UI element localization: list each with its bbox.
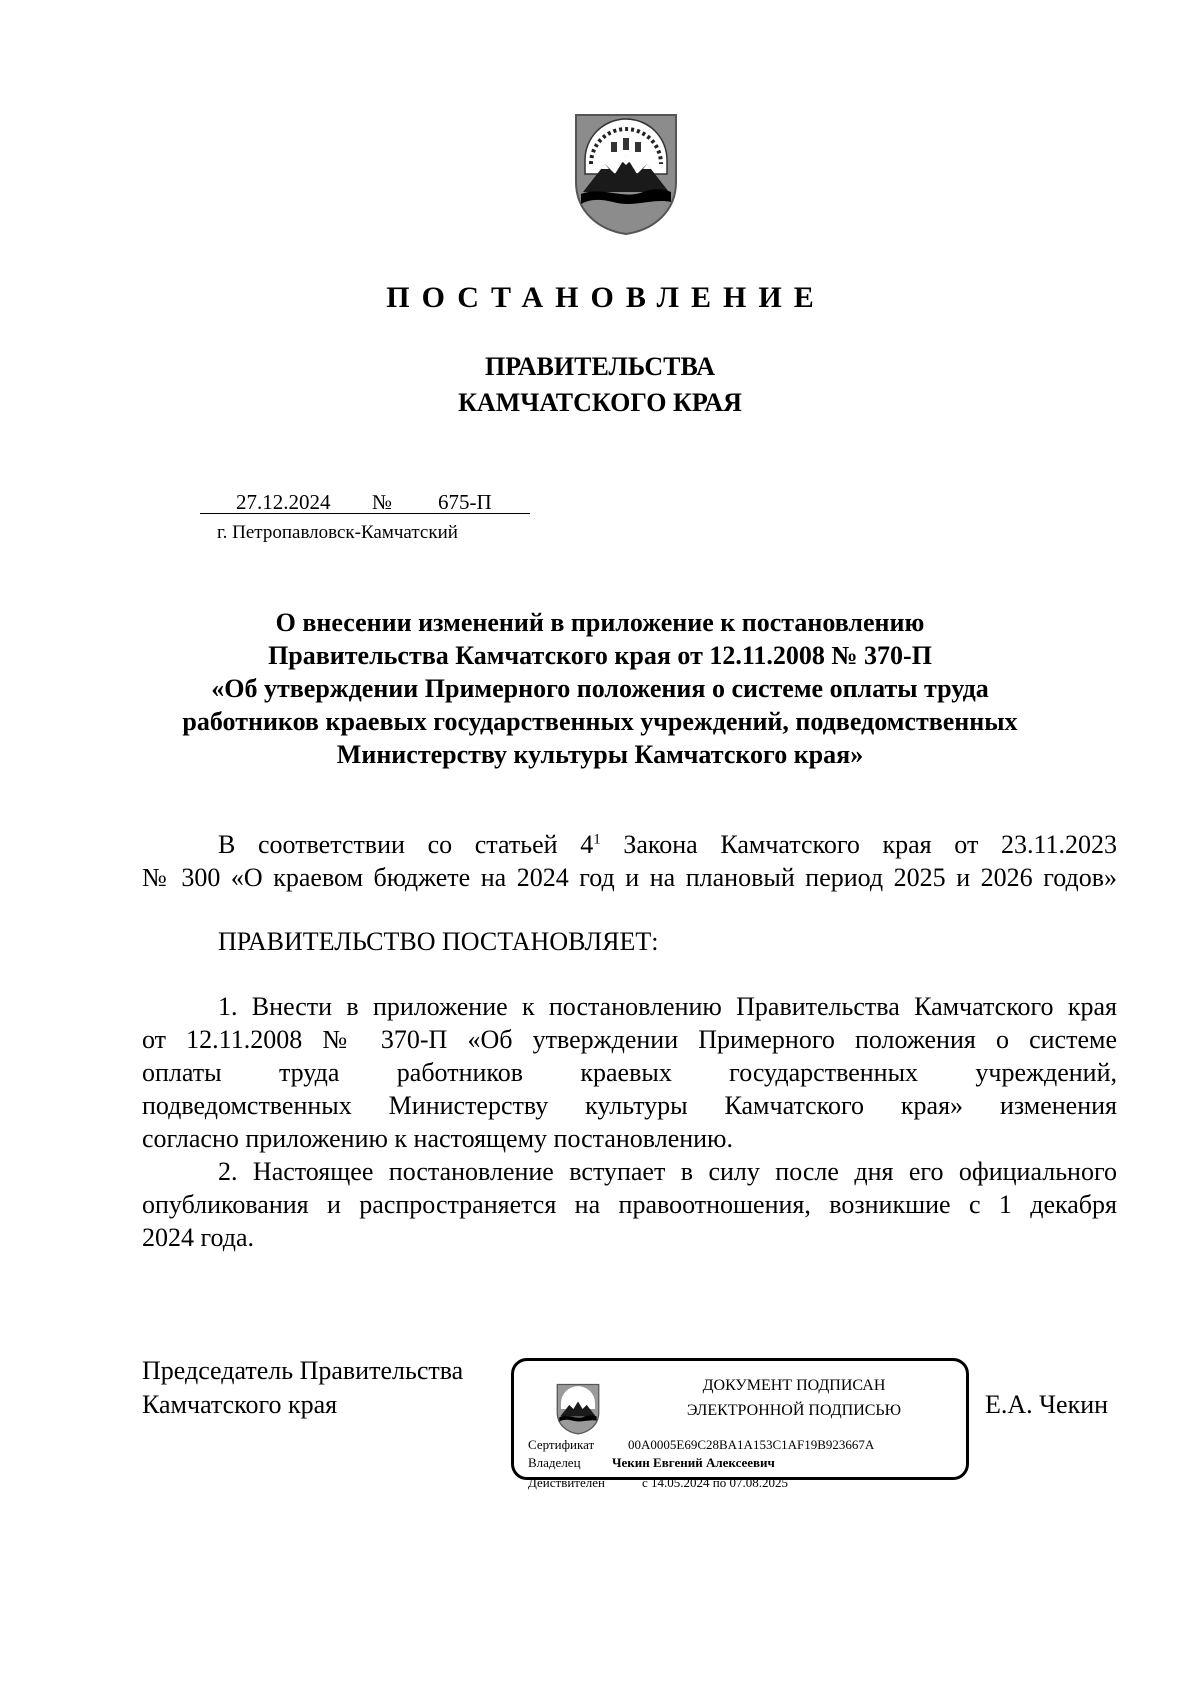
number-sign: № <box>372 490 393 514</box>
signer-title-line-2: Камчатского края <box>142 1390 338 1419</box>
subject-line: О внесении изменений в приложение к постановлению <box>275 608 925 637</box>
authority-line-2: КАМЧАТСКОГО КРАЯ <box>458 388 742 417</box>
item-2-line: 2. Настоящее постановление вступает в силу после дня его официального <box>218 1157 1117 1186</box>
signer-title-line-1: Председатель Правительства <box>142 1356 464 1385</box>
stamp-title-line-1: ДОКУМЕНТ ПОДПИСАН <box>702 1377 886 1394</box>
document-number: 675-П <box>438 490 492 514</box>
preamble-line-2: № 300 «О краевом бюджете на 2024 год и на плановый период 2025 и 2026 годов» <box>142 863 1117 892</box>
item-1-line: 1. Внести в приложение к постановлению Правительства Камчатского края <box>218 992 1117 1021</box>
stamp-certificate-value: 00A0005E69C28BA1A153C1AF19B923667A <box>628 1437 875 1452</box>
document-date: 27.12.2024 <box>236 490 331 514</box>
preamble-line-1 <box>218 828 1117 861</box>
item-1-line: от 12.11.2008 № 370-П «Об утверждении Примерного положения о системе <box>142 1025 1117 1054</box>
issue-city: г. Петропавловск-Камчатский <box>217 522 458 543</box>
date-number-line <box>200 490 530 516</box>
stamp-validity-value: с 14.05.2024 по 07.08.2025 <box>642 1475 788 1490</box>
subject-line: работников краевых государственных учреждений, подведомственных <box>182 707 1018 736</box>
electronic-signature-stamp <box>511 1358 969 1490</box>
stamp-validity-row <box>528 1475 788 1491</box>
stamp-certificate-row <box>528 1437 874 1453</box>
item-1-line: подведомственных Министерству культуры Камчатского края» изменения <box>142 1091 1117 1120</box>
article-superscript: 1 <box>593 831 601 848</box>
document-subject <box>120 606 1080 771</box>
preamble-text: В соответствии со статьей 4 <box>218 830 594 859</box>
date-underline <box>200 513 530 514</box>
item-2-line: 2024 года. <box>142 1223 255 1252</box>
subject-line: «Об утверждении Примерного положения о системе оплаты труда <box>211 674 989 703</box>
document-type-title: ПОСТАНОВЛЕНИЕ <box>386 281 826 314</box>
preamble-text: Закона Камчатского края от 23.11.2023 <box>600 830 1118 859</box>
decree-phrase: ПРАВИТЕЛЬСТВО ПОСТАНОВЛЯЕТ: <box>218 927 659 956</box>
coat-of-arms-icon <box>556 1383 600 1435</box>
signer-name: Е.А. Чекин <box>985 1390 1109 1419</box>
item-1-line: согласно приложению к настоящему постановлению. <box>142 1124 733 1153</box>
item-2-line: опубликования и распространяется на правоотношения, возникшие с 1 декабря <box>142 1190 1117 1219</box>
item-1-line: оплаты труда работников краевых государственных учреждений, <box>142 1058 1117 1087</box>
stamp-validity-label: Действителен <box>528 1475 605 1490</box>
subject-line: Министерству культуры Камчатского края» <box>336 740 864 769</box>
authority-line-1: ПРАВИТЕЛЬСТВА <box>485 352 715 381</box>
stamp-owner-row <box>528 1455 775 1471</box>
subject-line: Правительства Камчатского края от 12.11.2008 № 370-П <box>268 641 932 670</box>
stamp-title-line-2: ЭЛЕКТРОННОЙ ПОДПИСЬЮ <box>686 1402 902 1419</box>
stamp-owner-label: Владелец <box>528 1455 581 1470</box>
stamp-certificate-label: Сертификат <box>528 1437 595 1452</box>
stamp-owner-value: Чекин Евгений Алексеевич <box>612 1455 775 1470</box>
coat-of-arms-icon <box>573 112 679 236</box>
